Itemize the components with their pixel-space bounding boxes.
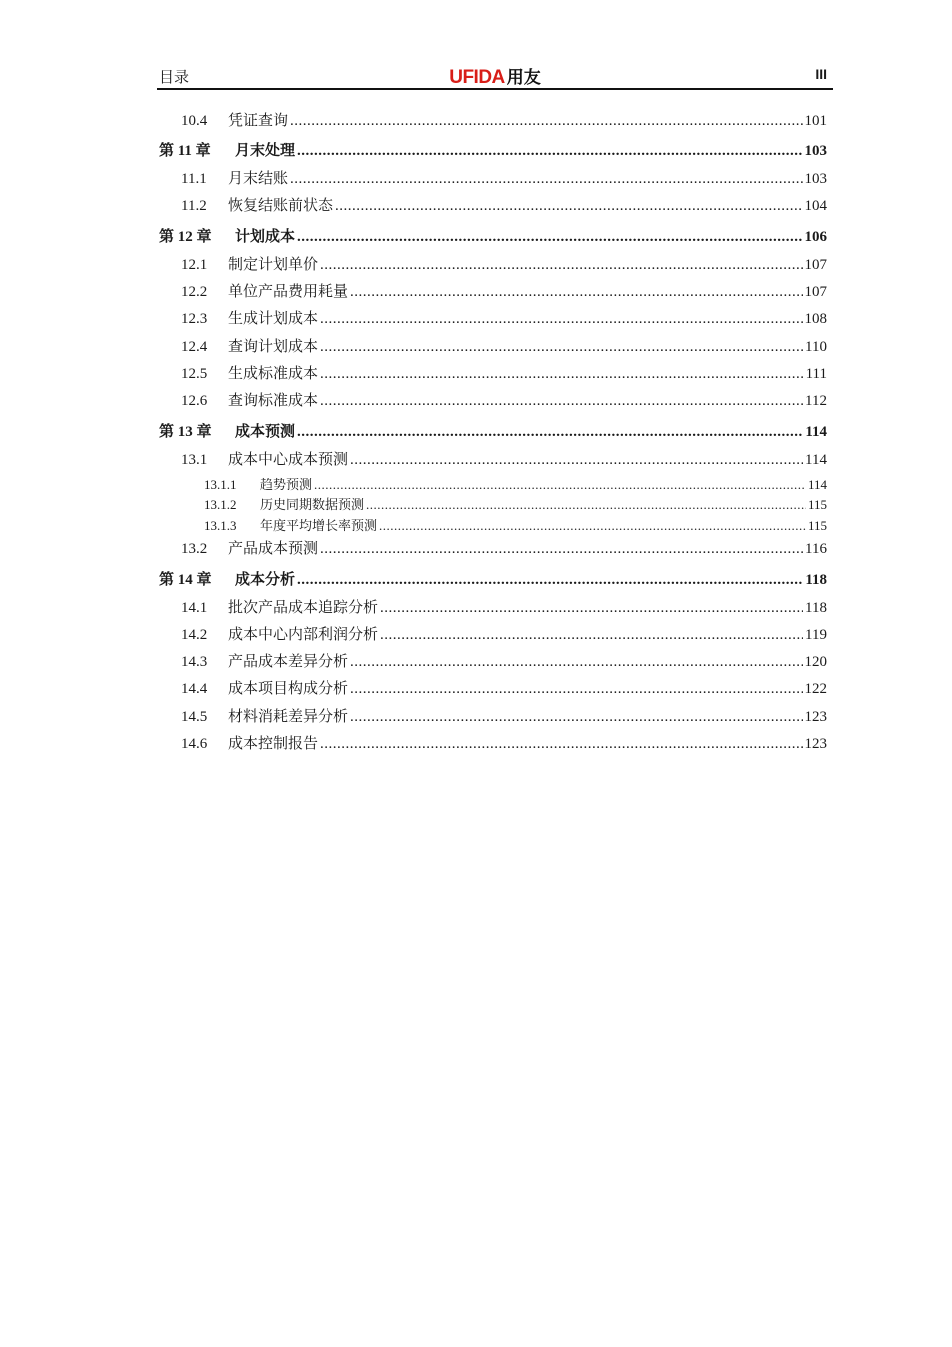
toc-entry-page: 107 (804, 257, 827, 273)
toc-leader-dots (350, 681, 802, 698)
toc-entry-page: 114 (807, 477, 827, 492)
toc-entry-number: 12.6 (181, 393, 208, 409)
toc-entry[interactable] (157, 705, 827, 726)
header-rule (157, 88, 833, 90)
toc-entry-number: 14.1 (181, 600, 208, 616)
toc-leader-dots (290, 171, 802, 188)
toc-entry[interactable] (157, 194, 827, 215)
toc-entry-number: 14.5 (181, 709, 208, 725)
toc-leader-dots (297, 424, 803, 441)
toc-entry-title: 成本项目构成分析 (228, 681, 349, 697)
toc-entry-page: 104 (804, 198, 827, 214)
toc-entry-page: 122 (804, 681, 827, 697)
toc-entry[interactable] (157, 596, 827, 617)
toc-leader-dots (320, 393, 803, 410)
logo-brand-text: UFIDA (449, 67, 505, 88)
toc-entry-page: 103 (804, 171, 827, 187)
ufida-logo (157, 63, 833, 89)
toc-entry-number: 11.2 (181, 198, 207, 214)
toc-entry-page: 116 (805, 541, 827, 557)
header-section-title: 目录 (159, 70, 190, 86)
toc-entry-number: 12.5 (181, 366, 208, 382)
toc-entry[interactable] (157, 537, 827, 558)
toc-entry[interactable] (157, 280, 827, 301)
toc-entry-page: 103 (804, 143, 827, 159)
toc-entry-page: 112 (805, 393, 827, 409)
toc-chapter-entry[interactable] (157, 139, 827, 160)
toc-entry-page: 115 (807, 518, 827, 533)
toc-entry-number: 12.3 (181, 311, 208, 327)
toc-entry-number: 第 11 章 (159, 143, 211, 159)
toc-entry-title: 生成计划成本 (228, 311, 319, 327)
toc-entry-number: 13.2 (181, 541, 208, 557)
toc-entry-page: 114 (805, 424, 827, 440)
toc-entry[interactable] (157, 253, 827, 274)
toc-entry-title: 凭证查询 (228, 113, 289, 129)
toc-entry-title: 计划成本 (235, 229, 296, 245)
toc-entry-number: 12.4 (181, 339, 208, 355)
toc-entry-page: 106 (804, 229, 827, 245)
toc-entry-title: 产品成本预测 (228, 541, 319, 557)
toc-entry-title: 成本控制报告 (228, 736, 319, 752)
toc-entry[interactable] (157, 389, 827, 410)
toc-subentry[interactable] (157, 474, 827, 493)
toc-entry-title: 月末处理 (235, 143, 296, 159)
toc-entry-page: 108 (804, 311, 827, 327)
logo-brand-cn: 用友 (506, 68, 541, 88)
toc-entry-title: 成本中心内部利润分析 (228, 627, 379, 643)
toc-entry-number: 10.4 (181, 113, 208, 129)
toc-entry-number: 13.1 (181, 452, 208, 468)
toc-leader-dots (297, 572, 803, 589)
toc-entry-title: 成本中心成本预测 (228, 452, 349, 468)
toc-subentry[interactable] (157, 494, 827, 513)
toc-leader-dots (350, 654, 802, 671)
toc-entry-title: 制定计划单价 (228, 257, 319, 273)
toc-subentry[interactable] (157, 515, 827, 534)
toc-entry-number: 13.1.1 (204, 477, 237, 492)
toc-leader-dots (366, 497, 806, 513)
toc-entry[interactable] (157, 167, 827, 188)
toc-leader-dots (297, 229, 802, 246)
toc-entry-page: 119 (805, 627, 827, 643)
toc-entry[interactable] (157, 362, 827, 383)
toc-entry-title: 成本分析 (235, 572, 296, 588)
toc-entry-page: 115 (807, 497, 827, 512)
toc-leader-dots (297, 143, 802, 160)
toc-entry-number: 第 12 章 (159, 229, 212, 245)
toc-entry-page: 120 (804, 654, 827, 670)
toc-leader-dots (350, 709, 802, 726)
toc-leader-dots (320, 366, 804, 383)
toc-entry-title: 单位产品费用耗量 (228, 284, 349, 300)
toc-entry-page: 118 (805, 572, 827, 588)
toc-entry-number: 12.1 (181, 257, 208, 273)
toc-entry-page: 111 (805, 366, 827, 382)
toc-entry-title: 趋势预测 (260, 477, 313, 492)
toc-leader-dots (335, 198, 802, 215)
toc-entry-title: 恢复结账前状态 (228, 198, 334, 214)
toc-leader-dots (314, 477, 806, 493)
toc-leader-dots (320, 736, 802, 753)
toc-entry-number: 13.1.3 (204, 518, 237, 533)
toc-entry-title: 年度平均增长率预测 (260, 518, 378, 533)
toc-leader-dots (320, 339, 803, 356)
toc-entry-page: 101 (804, 113, 827, 129)
toc-leader-dots (350, 284, 802, 301)
toc-entry-title: 批次产品成本追踪分析 (228, 600, 379, 616)
toc-leader-dots (350, 452, 803, 469)
toc-entry-number: 14.3 (181, 654, 208, 670)
toc-entry[interactable] (157, 623, 827, 644)
toc-entry-number: 14.4 (181, 681, 208, 697)
toc-entry-page: 118 (805, 600, 827, 616)
toc-entry-title: 成本预测 (235, 424, 296, 440)
toc-entry[interactable] (157, 335, 827, 356)
toc-leader-dots (320, 311, 802, 328)
toc-entry-page: 123 (804, 709, 827, 725)
toc-leader-dots (290, 113, 802, 130)
toc-leader-dots (320, 541, 803, 558)
toc-entry-title: 产品成本差异分析 (228, 654, 349, 670)
toc-entry-title: 历史同期数据预测 (260, 497, 365, 512)
toc-entry-number: 14.6 (181, 736, 208, 752)
toc-entry-number: 12.2 (181, 284, 208, 300)
toc-entry-title: 查询计划成本 (228, 339, 319, 355)
toc-chapter-entry[interactable] (157, 225, 827, 246)
toc-leader-dots (380, 600, 803, 617)
toc-entry-number: 第 13 章 (159, 424, 212, 440)
toc-entry-title: 月末结账 (228, 171, 289, 187)
toc-entry[interactable] (157, 677, 827, 698)
toc-entry[interactable] (157, 650, 827, 671)
toc-entry-title: 查询标准成本 (228, 393, 319, 409)
toc-entry-number: 第 14 章 (159, 572, 212, 588)
toc-entry-number: 11.1 (181, 171, 207, 187)
toc-entry-page: 123 (804, 736, 827, 752)
toc-leader-dots (379, 518, 806, 534)
header-page-number: III (815, 66, 827, 82)
toc-entry-page: 114 (805, 452, 827, 468)
toc-entry[interactable] (157, 448, 827, 469)
toc-leader-dots (320, 257, 802, 274)
toc-entry-page: 110 (805, 339, 827, 355)
toc-entry-number: 13.1.2 (204, 497, 237, 512)
toc-entry-title: 材料消耗差异分析 (228, 709, 349, 725)
toc-entry[interactable] (157, 109, 827, 130)
page-header (157, 62, 833, 86)
toc-entry-number: 14.2 (181, 627, 208, 643)
toc-chapter-entry[interactable] (157, 420, 827, 441)
toc-entry[interactable] (157, 732, 827, 753)
toc-entry-title: 生成标准成本 (228, 366, 319, 382)
toc-entry[interactable] (157, 307, 827, 328)
toc-chapter-entry[interactable] (157, 568, 827, 589)
toc-entry-page: 107 (804, 284, 827, 300)
toc-leader-dots (380, 627, 803, 644)
